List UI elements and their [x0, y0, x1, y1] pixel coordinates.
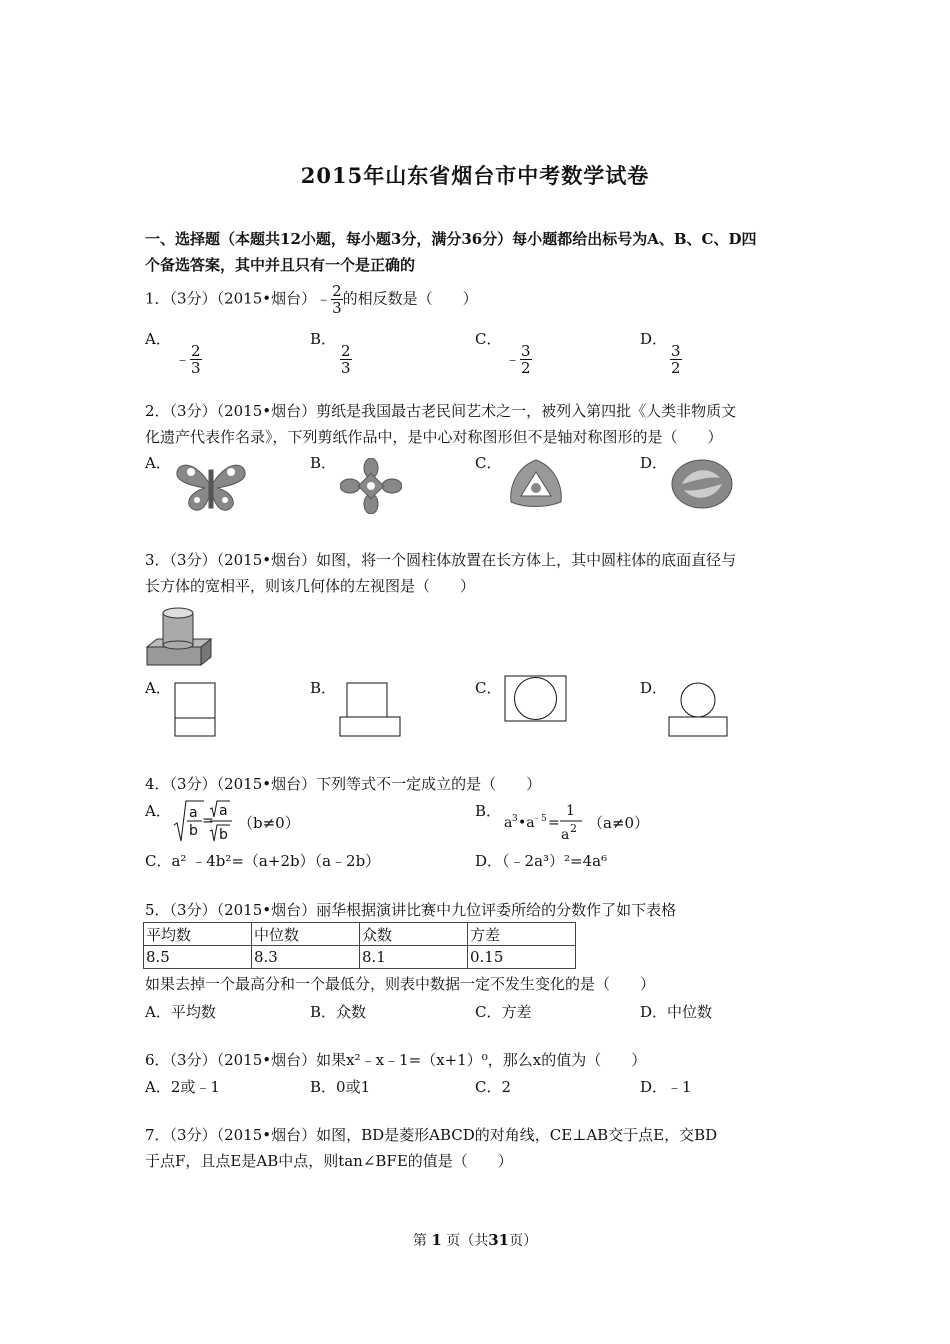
question-5-followup: 如果去掉一个最高分和一个最低分，则表中数据一定不发生变化的是（ ）	[145, 975, 656, 993]
left-view-c-figure	[504, 675, 568, 723]
q2-option-a[interactable]: A．	[145, 454, 171, 472]
svg-text:b: b	[189, 823, 198, 839]
section-heading	[145, 226, 815, 278]
q4a-condition: （b≠0）	[238, 814, 300, 832]
table-row	[144, 923, 576, 946]
q1-fraction: $\frac{2}{3}$	[332, 282, 342, 317]
q1-suffix: 的相反数是（ ）	[342, 289, 478, 308]
q3-option-c[interactable]: C．	[475, 679, 502, 697]
q4a-formula	[172, 797, 238, 845]
butterfly-papercut-image	[175, 458, 247, 514]
q6-option-a[interactable]: A．2或﹣1	[145, 1078, 220, 1096]
cylinder-on-box-figure	[145, 605, 213, 667]
svg-text:•a: •a	[518, 815, 535, 831]
svg-text:a: a	[504, 815, 513, 831]
left-view-b-figure	[339, 682, 403, 738]
svg-text:﹣5: ﹣5	[532, 814, 547, 824]
q4b-condition: （a≠0）	[588, 814, 650, 832]
q5-option-d[interactable]: D．中位数	[640, 1003, 713, 1021]
q3-option-a[interactable]: A．	[145, 679, 171, 697]
left-view-d-figure	[668, 682, 730, 738]
triangle-papercut-image	[505, 458, 567, 510]
q4-option-d[interactable]: D．（﹣2a³）²=4a⁶	[475, 852, 608, 870]
q1-option-c[interactable]: C． ﹣ $\frac{3}{2}$	[475, 330, 531, 377]
question-4-stem: 4．（3分）（2015•烟台）下列等式不一定成立的是（ ）	[145, 775, 542, 793]
table-header-cell: 方差	[468, 923, 576, 946]
q1-prefix: 1．（3分）（2015•烟台）﹣	[145, 289, 332, 308]
q5-option-a[interactable]: A．平均数	[145, 1003, 216, 1021]
svg-text:a: a	[561, 827, 570, 843]
svg-text:a: a	[219, 803, 228, 819]
q1-option-b[interactable]: B． $\frac{2}{3}$	[310, 330, 351, 377]
question-7-stem: 7．（3分）（2015•烟台）如图，BD是菱形ABCD的对角线，CE⊥AB交于点E，交BD 于点F，且点E是AB中点，则tan∠BFE的值是（ ）	[145, 1126, 718, 1170]
total-pages: 31	[488, 1231, 510, 1249]
table-cell: 8.1	[360, 946, 468, 969]
question-1-stem	[145, 283, 815, 316]
section-heading-line2: 个备选答案，其中并且只有一个是正确的	[145, 256, 416, 274]
q3-option-b[interactable]: B．	[310, 679, 337, 697]
table-header-cell: 中位数	[252, 923, 360, 946]
svg-text:b: b	[219, 827, 228, 843]
q6-option-c[interactable]: C．2	[475, 1078, 512, 1096]
q4-option-a[interactable]: A．	[145, 802, 171, 820]
table-row	[144, 946, 576, 969]
svg-text:=: =	[202, 813, 214, 829]
q1-option-d[interactable]: D． $\frac{3}{2}$	[640, 330, 681, 377]
q3-option-d[interactable]: D．	[640, 679, 668, 697]
svg-text:1: 1	[566, 803, 575, 819]
flower-papercut-image	[340, 458, 402, 514]
q5-option-c[interactable]: C．方差	[475, 1003, 532, 1021]
q4-option-c[interactable]: C．a² ﹣4b²=（a+2b）（a﹣2b）	[145, 852, 381, 870]
q4-option-b[interactable]: B．	[475, 802, 502, 820]
q5-option-b[interactable]: B．众数	[310, 1003, 367, 1021]
q6-option-b[interactable]: B．0或1	[310, 1078, 371, 1096]
page-title: 2015年山东省烟台市中考数学试卷	[300, 163, 650, 188]
section-heading-line1: 一、选择题（本题共12小题，每小题3分，满分36分）每小题都给出标号为A、B、C、D四	[145, 230, 757, 248]
svg-text:3: 3	[512, 814, 518, 824]
page-footer: 第 1 页（共31页）	[412, 1231, 538, 1249]
q4b-formula	[502, 797, 590, 845]
q1-option-a[interactable]: A． ﹣ $\frac{2}{3}$	[145, 330, 201, 377]
table-cell: 0.15	[468, 946, 576, 969]
fish-papercut-image	[670, 458, 734, 510]
q6-option-d[interactable]: D．﹣1	[640, 1078, 692, 1096]
current-page-number: 1	[431, 1231, 442, 1249]
question-5-stem: 5．（3分）（2015•烟台）丽华根据演讲比赛中九位评委所给的分数作了如下表格	[145, 901, 677, 919]
table-cell: 8.5	[144, 946, 252, 969]
svg-text:a: a	[189, 805, 198, 821]
score-table	[143, 922, 576, 969]
q2-option-d[interactable]: D．	[640, 454, 668, 472]
q2-option-b[interactable]: B．	[310, 454, 337, 472]
question-2-stem: 2．（3分）（2015•烟台）剪纸是我国最古老民间艺术之一，被列入第四批《人类非物质文 化遗产代表作名录》，下列剪纸作品中，是中心对称图形但不是轴对称图形的是（ ）	[145, 402, 737, 446]
table-header-cell: 平均数	[144, 923, 252, 946]
left-view-a-figure	[174, 682, 218, 738]
table-header-cell: 众数	[360, 923, 468, 946]
question-3-stem: 3．（3分）（2015•烟台）如图，将一个圆柱体放置在长方体上，其中圆柱体的底面直径与 长方体的宽相平，则该几何体的左视图是（ ）	[145, 551, 737, 595]
svg-text:=: =	[548, 815, 560, 831]
svg-text:2: 2	[570, 822, 577, 835]
q2-option-c[interactable]: C．	[475, 454, 502, 472]
question-6-stem: 6．（3分）（2015•烟台）如果x²﹣x﹣1=（x+1）⁰，那么x的值为（ ）	[145, 1051, 647, 1069]
table-cell: 8.3	[252, 946, 360, 969]
